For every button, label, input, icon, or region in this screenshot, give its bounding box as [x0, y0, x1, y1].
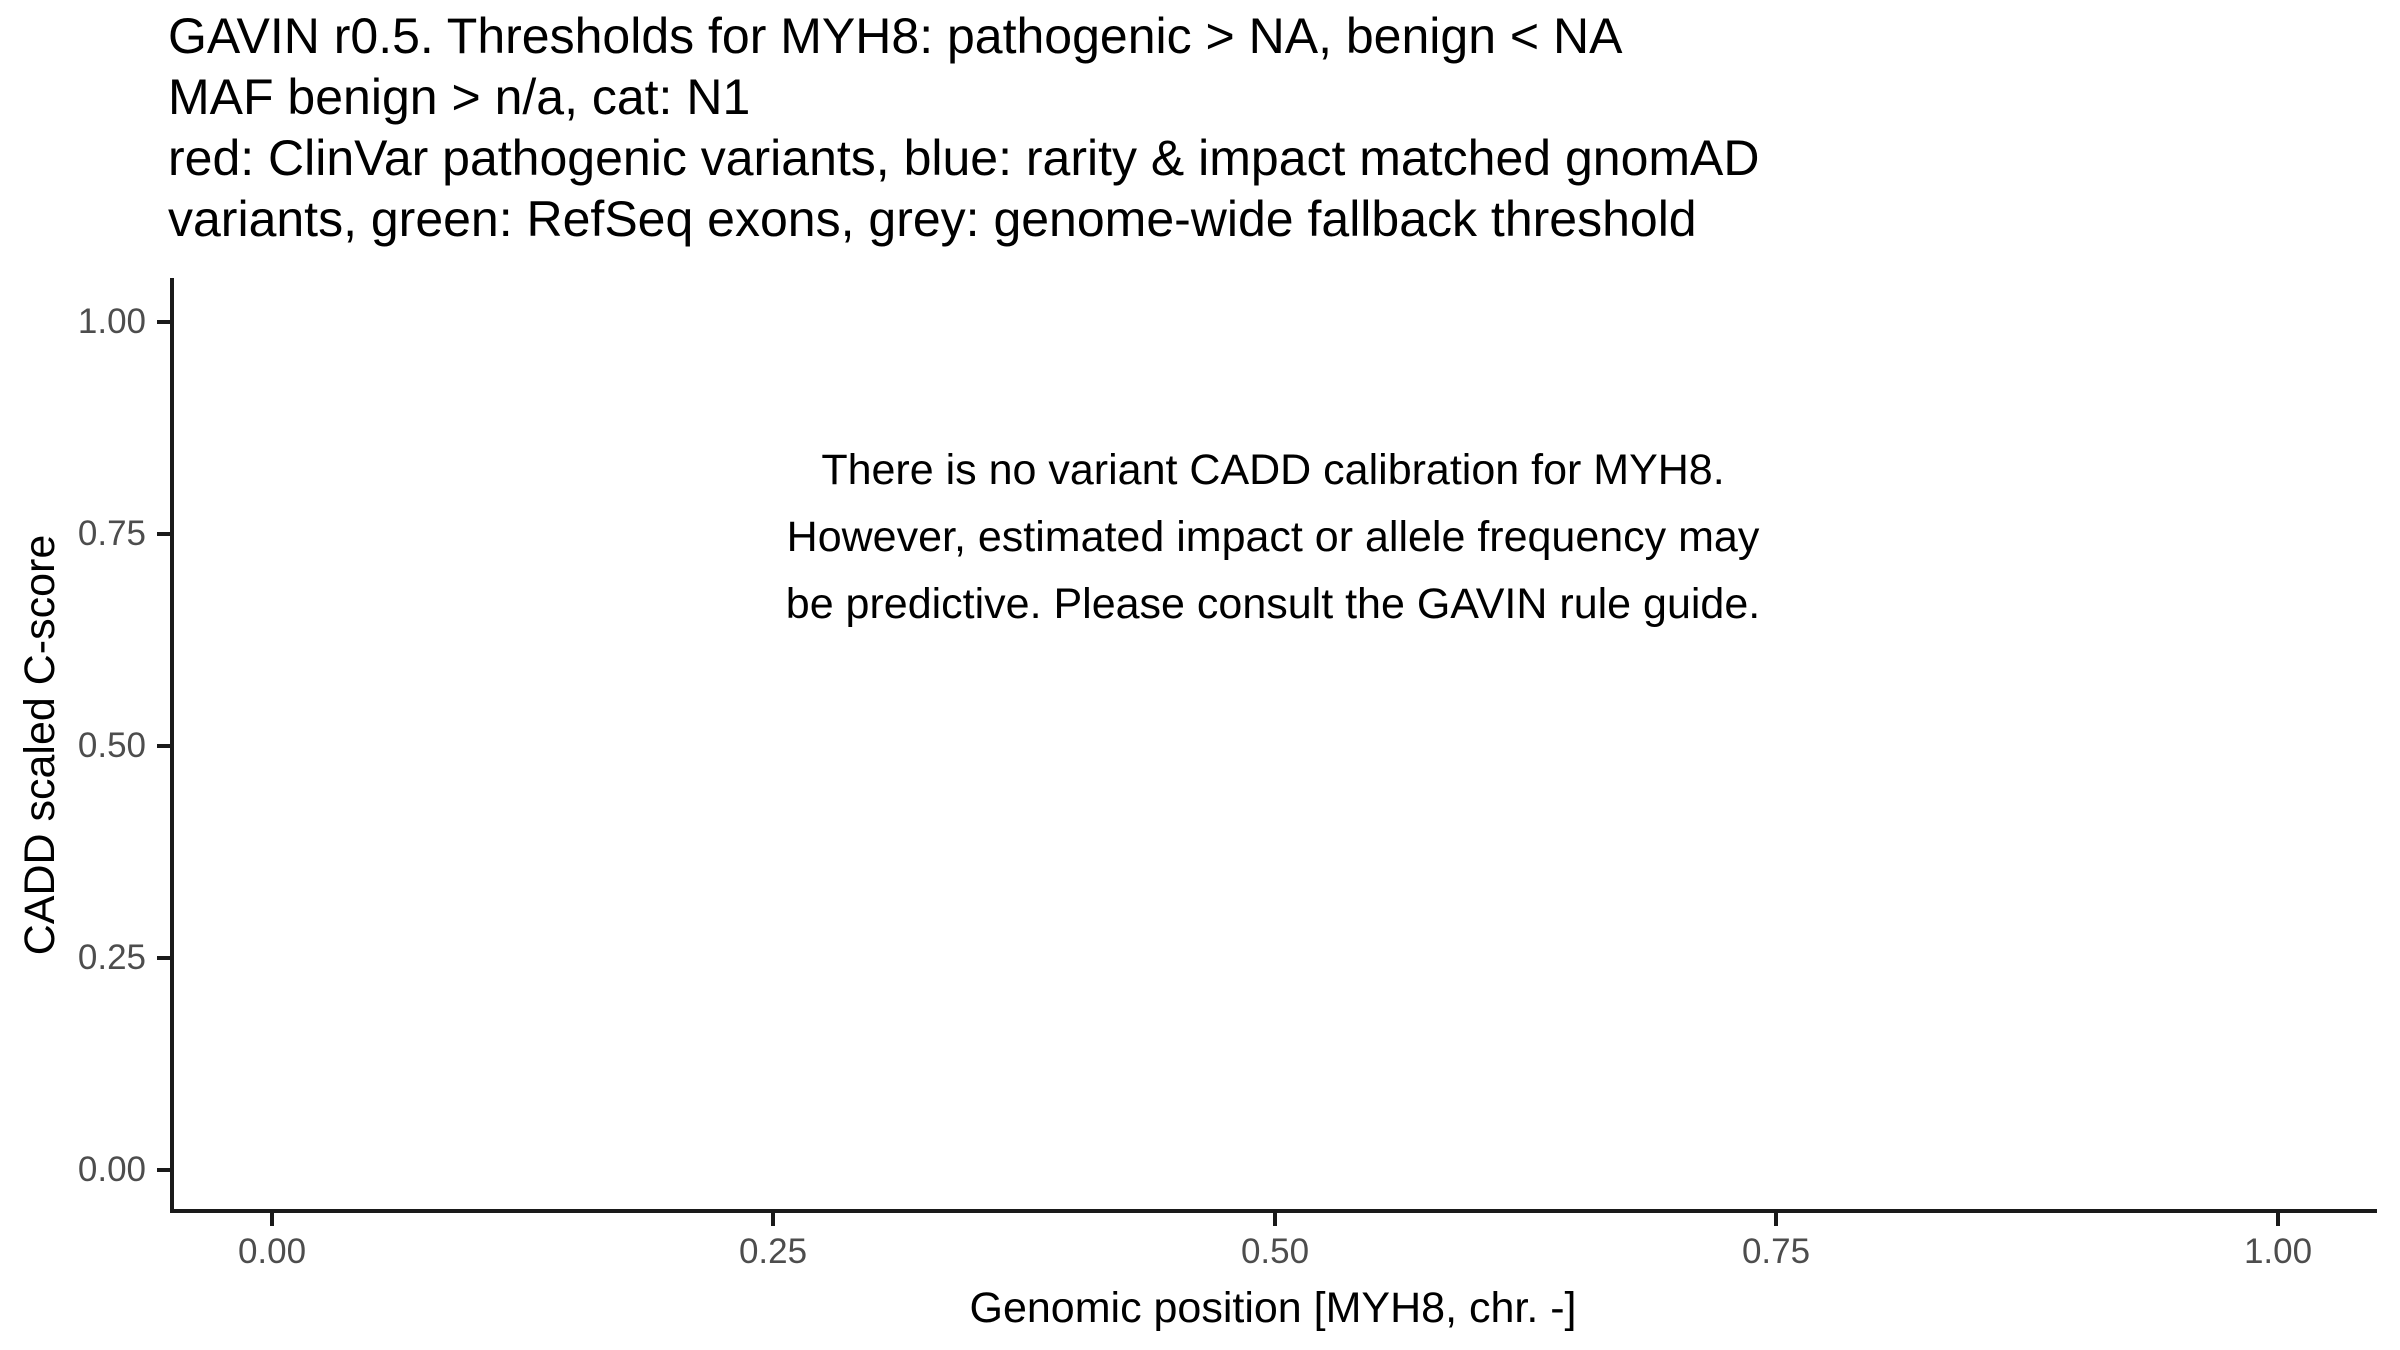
plot-title-line: GAVIN r0.5. Thresholds for MYH8: pathogenic > NA, benign < NA: [168, 8, 1623, 64]
x-tick-label: 0.50: [1240, 1232, 1310, 1271]
x-tick-mark: [1774, 1213, 1778, 1226]
annotation-line: be predictive. Please consult the GAVIN rule guide.: [785, 580, 1761, 628]
y-tick-mark: [157, 1168, 170, 1172]
plot-title-line: variants, green: RefSeq exons, grey: genome-wide fallback threshold: [168, 191, 1697, 247]
y-tick-label: 0.25: [77, 938, 146, 977]
plot-panel: [170, 278, 2377, 1213]
panel-annotation: [673, 437, 1873, 638]
x-tick-mark: [270, 1213, 274, 1226]
y-tick-mark: [157, 320, 170, 324]
y-tick-label: 0.50: [77, 726, 146, 765]
annotation-line: There is no variant CADD calibration for MYH8.: [821, 446, 1725, 494]
x-tick-label: 0.00: [237, 1232, 307, 1271]
plot-title-line: MAF benign > n/a, cat: N1: [168, 69, 751, 125]
x-tick-label: 0.75: [1741, 1232, 1811, 1271]
y-tick-label: 1.00: [77, 302, 146, 341]
annotation-line: However, estimated impact or allele frequency may: [786, 513, 1760, 561]
x-tick-label: 0.25: [738, 1232, 808, 1271]
y-tick-label: 0.00: [77, 1150, 146, 1189]
plot-title: [168, 6, 1759, 250]
y-tick-mark: [157, 744, 170, 748]
x-tick-mark: [1273, 1213, 1277, 1226]
x-tick-label: 1.00: [2243, 1232, 2313, 1271]
y-tick-mark: [157, 956, 170, 960]
y-tick-label: 0.75: [77, 514, 146, 553]
plot-title-line: red: ClinVar pathogenic variants, blue: rarity & impact matched gnomAD: [168, 130, 1760, 186]
y-tick-mark: [157, 532, 170, 536]
x-axis-title: Genomic position [MYH8, chr. -]: [969, 1284, 1577, 1332]
x-tick-mark: [771, 1213, 775, 1226]
x-tick-mark: [2276, 1213, 2280, 1226]
y-axis-title: CADD scaled C-score: [16, 534, 64, 956]
